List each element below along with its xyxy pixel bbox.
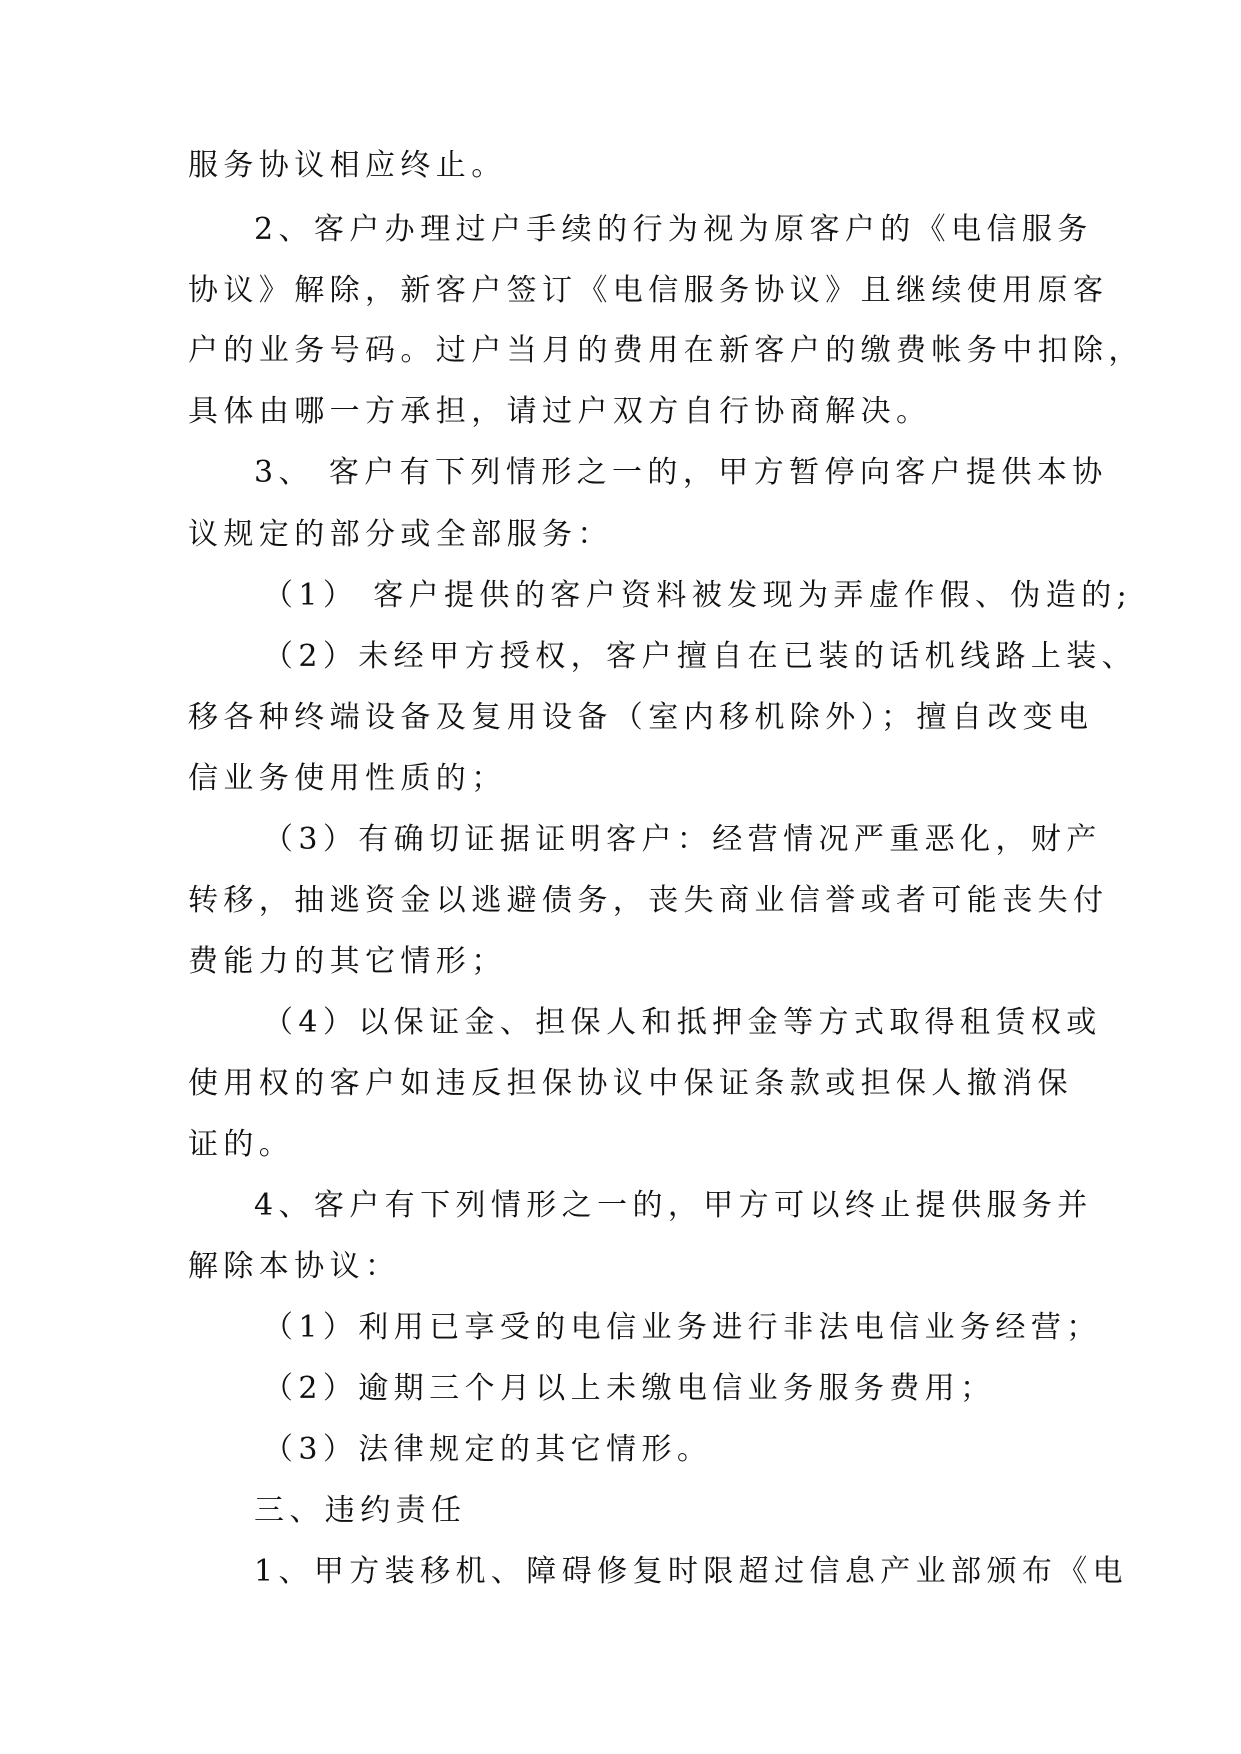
clause-3-item-3-line-3: 费能力的其它情形； (188, 944, 507, 979)
section-heading-breach-liability: 三、违约责任 (254, 1493, 467, 1528)
clause-3-item-2-line-3: 信业务使用性质的； (188, 761, 507, 796)
clause-4-line-2: 解除本协议： (188, 1249, 401, 1284)
clause-4-item-1: （1）利用已享受的电信业务进行非法电信业务经营； (263, 1310, 1102, 1345)
clause-2-line-2: 协议》解除，新客户签订《电信服务协议》且继续使用原客 (188, 273, 1109, 308)
clause-3-item-3-line-1: （3）有确切证据证明客户：经营情况严重恶化，财产 (263, 822, 1102, 857)
clause-3-item-3-line-2: 转移，抽逃资金以逃避债务，丧失商业信誉或者可能丧失付 (188, 883, 1109, 918)
clause-2-line-4: 具体由哪一方承担，请过户双方自行协商解决。 (188, 394, 932, 429)
clause-2-line-3: 户的业务号码。过户当月的费用在新客户的缴费帐务中扣除， (188, 333, 1144, 368)
breach-clause-1-line-1: 1、甲方装移机、障碍修复时限超过信息产业部颁布《电 (254, 1554, 1129, 1589)
clause-3-item-1: （1） 客户提供的客户资料被发现为弄虚作假、伪造的; (263, 578, 1133, 613)
clause-3-line-1: 3、 客户有下列情形之一的，甲方暂停向客户提供本协 (254, 455, 1108, 490)
clause-4-item-2: （2）逾期三个月以上未缴电信业务服务费用； (263, 1371, 996, 1406)
clause-3-item-4-line-2: 使用权的客户如违反担保协议中保证条款或担保人撤消保 (188, 1066, 1073, 1101)
clause-3-item-2-line-2: 移各种终端设备及复用设备（室内移机除外）；擅自改变电 (188, 700, 1094, 735)
clause-4-item-3: （3）法律规定的其它情形。 (263, 1432, 713, 1467)
clause-3-item-4-line-3: 证的。 (188, 1127, 295, 1162)
clause-3-item-4-line-1: （4）以保证金、担保人和抵押金等方式取得租赁权或 (263, 1005, 1102, 1040)
clause-3-line-2: 议规定的部分或全部服务： (188, 517, 613, 552)
clause-4-line-1: 4、客户有下列情形之一的，甲方可以终止提供服务并 (254, 1188, 1093, 1223)
text-line-continuation: 服务协议相应终止。 (188, 148, 507, 183)
clause-2-line-1: 2、客户办理过户手续的行为视为原客户的《电信服务 (254, 212, 1093, 247)
clause-3-item-2-line-1: （2）未经甲方授权，客户擅自在已装的话机线路上装、 (263, 639, 1138, 674)
